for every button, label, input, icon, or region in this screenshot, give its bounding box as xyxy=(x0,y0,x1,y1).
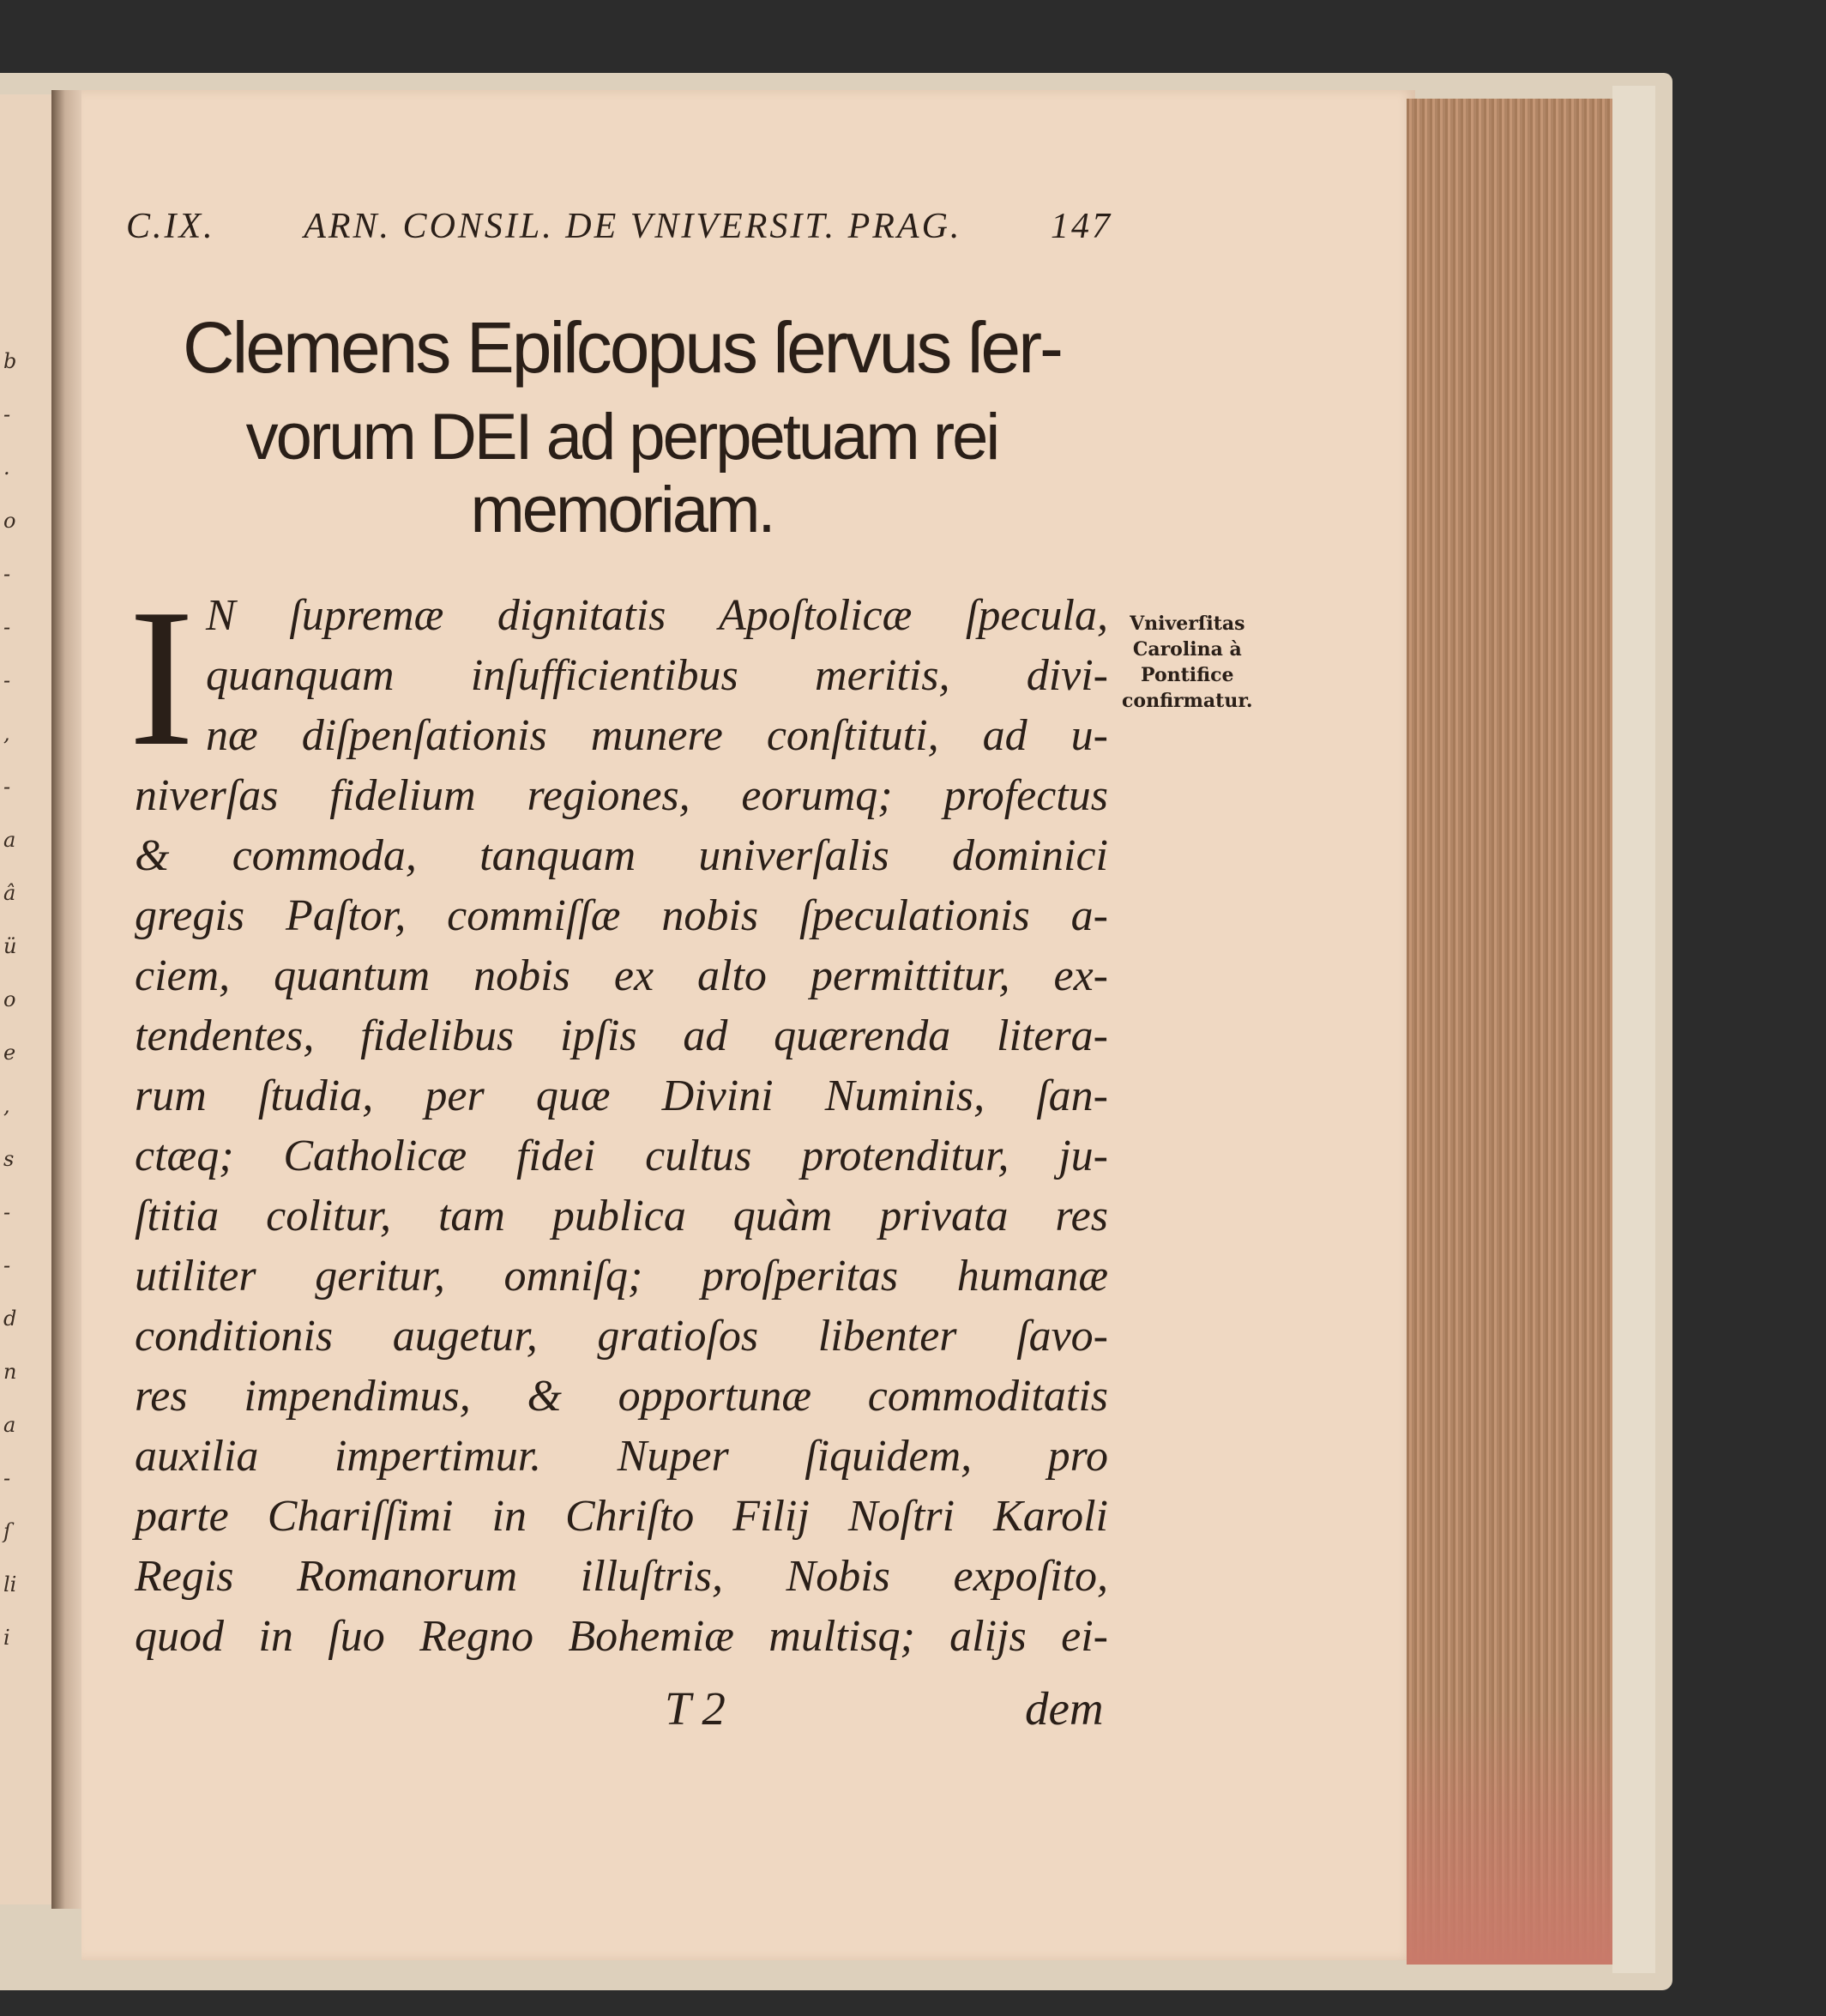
left-page-fragment: b xyxy=(3,349,17,373)
cover-edge xyxy=(1612,86,1655,1973)
body-line: quanquam inſufficientibus meritis, divi- xyxy=(206,651,1108,700)
body-line: N ſupremæ dignitatis Apoſtolicæ ſpecula, xyxy=(206,591,1108,640)
body-line: conditionis augetur, gratioſos libenter ſavo- xyxy=(135,1312,1108,1361)
body-line: rum ſtudia, per quæ Divini Numinis, ſan- xyxy=(135,1071,1108,1120)
left-page-fragment: - xyxy=(3,402,11,426)
title-line-2: vorum DEI ad perpetuam rei xyxy=(245,401,998,474)
margin-note-line: Pontifice xyxy=(1141,664,1234,686)
left-page-fragment: - xyxy=(3,775,11,799)
body-line: niverſas fidelium regiones, eorumq; profectus xyxy=(135,771,1108,820)
body-line: næ diſpenſationis munere conſtituti, ad u- xyxy=(206,711,1108,760)
body-line: ciem, quantum nobis ex alto permittitur, ex- xyxy=(135,951,1108,1000)
body-line: Regis Romanorum illuſtris, Nobis expoſito, xyxy=(135,1552,1108,1601)
title-line-3: memoriam. xyxy=(470,474,774,546)
gutter xyxy=(51,90,86,1909)
left-page-fragment: li xyxy=(3,1572,17,1597)
left-page-fragment: a xyxy=(3,1413,16,1437)
drop-cap: I xyxy=(129,568,195,787)
body-line: quod in ſuo Regno Bohemiæ multisq; alijs ei- xyxy=(135,1612,1108,1661)
catchword: dem xyxy=(1025,1682,1104,1735)
left-page-fragment: , xyxy=(3,721,10,745)
page-edges xyxy=(1407,99,1612,1965)
margin-note-line: Carolina à xyxy=(1132,638,1242,661)
left-page-fragment: d xyxy=(3,1307,17,1331)
body-line: ſtitia colitur, tam publica quàm privata res xyxy=(135,1192,1108,1240)
left-page-fragment: â xyxy=(3,881,16,905)
left-page-fragment: - xyxy=(3,1466,11,1490)
margin-note-line: Vniverſitas xyxy=(1130,613,1245,635)
title-line-1: Clemens Epiſcopus ſervus ſer- xyxy=(182,307,1062,388)
signature-mark: T 2 xyxy=(665,1682,726,1735)
body-line: & commoda, tanquam univerſalis dominici xyxy=(135,831,1108,880)
left-page-fragment: - xyxy=(3,615,11,639)
body-line: auxilia impertimur. Nuper ſiquidem, pro xyxy=(135,1432,1108,1481)
body-line: tendentes, fidelibus ipſis ad quærenda litera- xyxy=(135,1011,1108,1060)
running-title: ARN. CONSIL. DE VNIVERSIT. PRAG. xyxy=(304,207,962,246)
left-page-fragment: e xyxy=(3,1041,16,1065)
chapter-number: C.IX. xyxy=(126,207,215,246)
left-page-fragment: ü xyxy=(3,934,17,958)
left-page-fragments xyxy=(3,335,29,1664)
body-line: gregis Paſtor, commiſſæ nobis ſpeculationis a- xyxy=(135,891,1108,940)
left-page-fragment: - xyxy=(3,668,11,692)
left-page-fragment: - xyxy=(3,1253,11,1277)
left-page-fragment: n xyxy=(3,1360,17,1384)
body-line: res impendimus, & opportunæ commoditatis xyxy=(135,1372,1108,1421)
left-page-fragment: , xyxy=(3,1094,10,1118)
left-page-fragment: o xyxy=(3,987,16,1011)
left-page-fragment: ſ xyxy=(3,1519,11,1543)
margin-note xyxy=(1122,611,1253,714)
left-page-fragment: a xyxy=(3,828,16,852)
left-page-fragment: - xyxy=(3,1200,11,1224)
left-page-fragment: i xyxy=(3,1626,10,1650)
page-number: 147 xyxy=(1050,207,1112,246)
body-line: parte Chariſſimi in Chriſto Filij Noſtri Karoli xyxy=(135,1492,1108,1541)
left-page-fragment: . xyxy=(3,456,10,480)
margin-note-line: confirmatur. xyxy=(1122,690,1253,712)
left-page-fragment: s xyxy=(3,1147,15,1171)
left-page-fragment: o xyxy=(3,509,16,533)
body-line: ctæq; Catholicæ fidei cultus protenditur, ju- xyxy=(135,1132,1108,1180)
body-line: utiliter geritur, omniſq; proſperitas humanæ xyxy=(135,1252,1108,1301)
left-page-fragment: - xyxy=(3,562,11,586)
running-header xyxy=(126,206,1112,247)
